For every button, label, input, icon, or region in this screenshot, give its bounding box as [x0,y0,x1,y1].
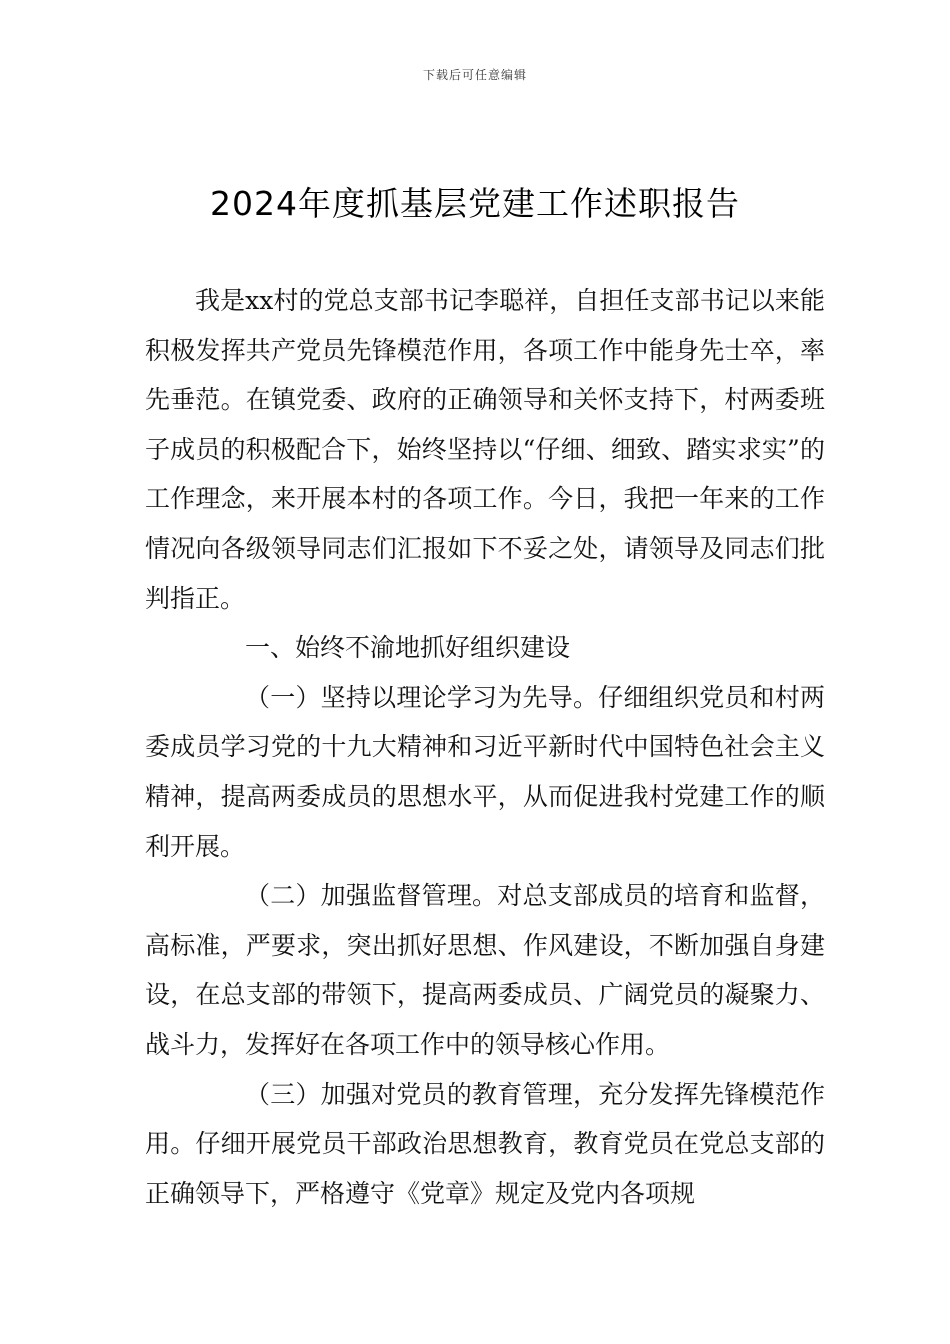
paragraph-subsection-2: （二）加强监督管理。对总支部成员的培育和监督，高标准，严要求，突出抓好思想、作风建设，不断加强自身建设，在总支部的带领下，提高两委成员、广阔党员的凝聚力、战斗力，发挥好在各项工作中的领导核心作用。 [145,881,825,1059]
document-title: 2024年度抓基层党建工作述职报告 [210,184,740,223]
paragraph-subsection-1: （一）坚持以理论学习为先导。仔细组织党员和村两委成员学习党的十九大精神和习近平新时代中国特色社会主义精神，提高两委成员的思想水平，从而促进我村党建工作的顺利开展。 [145,682,825,861]
document-body [145,276,825,1218]
paragraph-intro: 我是xx村的党总支部书记李聪祥，自担任支部书记以来能积极发挥共产党员先锋模范作用，各项工作中能身先士卒，率先垂范。在镇党委、政府的正确领导和关怀支持下，村两委班子成员的积极配合下，始终坚持以“仔细、细致、踏实求实”的工作理念，来开展本村的各项工作。今日，我把一年来的工作情况向各级领导同志们汇报如下不妥之处，请领导及同志们批判指正。 [145,286,825,613]
section-heading-1: 一、始终不渝地抓好组织建设 [245,633,571,663]
header-note: 下载后可任意编辑 [422,68,527,82]
paragraph-subsection-3: （三）加强对党员的教育管理，充分发挥先锋模范作用。仔细开展党员干部政治思想教育，教育党员在党总支部的正确领导下，严格遵守《党章》规定及党内各项规 [145,1079,825,1208]
